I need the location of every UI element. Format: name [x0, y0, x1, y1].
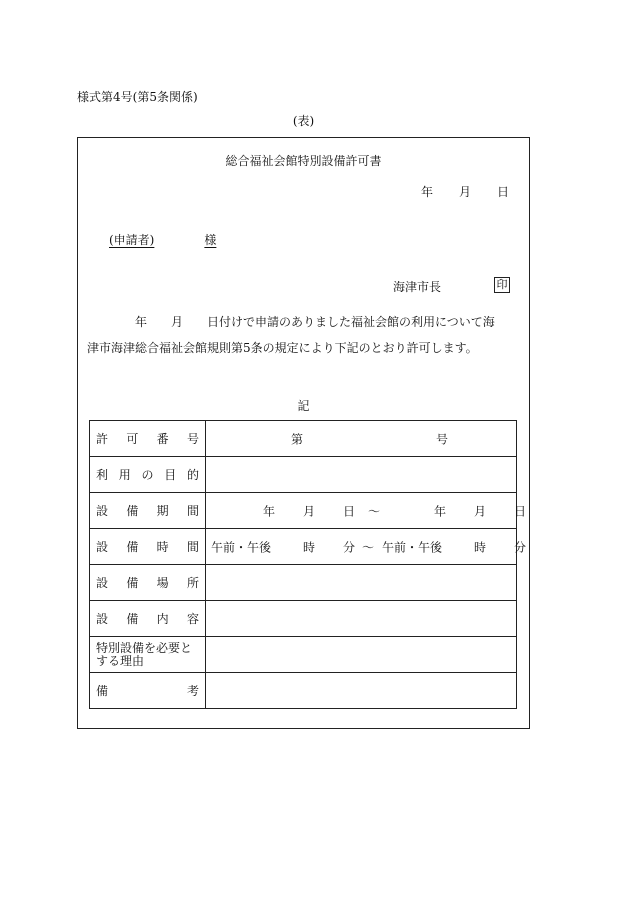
reason-field[interactable]	[206, 637, 517, 673]
label-char: の	[141, 468, 154, 482]
label-char: 設	[96, 540, 109, 554]
label-char: 備	[126, 612, 139, 626]
label-char: 時	[156, 540, 169, 554]
seal-stamp: 印	[494, 277, 510, 293]
body-text-line-1: 年 月 日付けで申請のありました福祉会館の利用について海	[135, 315, 495, 329]
contents-field[interactable]	[206, 601, 517, 637]
time-ampm-start: 午前・午後	[211, 540, 272, 554]
location-field[interactable]	[206, 565, 517, 601]
label-permit-number	[90, 421, 206, 457]
label-char: 期	[156, 504, 169, 518]
time-hour-end: 時	[474, 540, 487, 554]
date-day: 日	[497, 185, 510, 199]
period-field[interactable]	[206, 493, 527, 529]
permit-number-field[interactable]	[206, 421, 517, 457]
label-char: 的	[186, 468, 199, 482]
reason-label-text: 特別設備を必要とする理由	[96, 640, 193, 668]
permit-dai: 第	[291, 432, 304, 446]
table-row	[90, 457, 517, 493]
label-char: 備	[126, 576, 139, 590]
label-char: 用	[118, 468, 131, 482]
period-day-start: 日	[343, 504, 356, 518]
time-minute-end: 分	[514, 540, 527, 554]
issuer: 海津市長	[393, 280, 442, 294]
table-row	[90, 421, 517, 457]
period-tilde: ～	[368, 504, 381, 518]
label-char: 号	[186, 432, 199, 446]
label-contents	[90, 601, 206, 637]
label-char: 番	[156, 432, 169, 446]
label-char: 設	[96, 576, 109, 590]
period-month-end: 月	[474, 504, 487, 518]
label-char: 場	[156, 576, 169, 590]
permit-details-table	[89, 420, 527, 709]
time-field[interactable]	[206, 529, 527, 565]
label-char: 間	[186, 504, 199, 518]
remarks-field[interactable]	[206, 673, 517, 709]
time-tilde: ～	[362, 540, 375, 554]
date-month: 月	[459, 185, 472, 199]
time-ampm-end: 午前・午後	[382, 540, 443, 554]
label-char: 許	[96, 432, 109, 446]
table-row	[90, 637, 517, 673]
time-hour-start: 時	[303, 540, 316, 554]
permit-go: 号	[436, 432, 449, 446]
period-year-start: 年	[263, 504, 276, 518]
label-char: 可	[126, 432, 139, 446]
label-reason	[90, 637, 206, 673]
label-period	[90, 493, 206, 529]
table-row	[90, 565, 517, 601]
label-char: 所	[186, 576, 199, 590]
honorific: 様	[204, 233, 217, 247]
applicant-line	[109, 231, 216, 248]
table-row	[90, 673, 517, 709]
ki-heading: 記	[297, 399, 310, 413]
applicant-label: (申請者)	[109, 233, 155, 247]
label-char: 考	[186, 684, 199, 698]
label-time	[90, 529, 206, 565]
purpose-field[interactable]	[206, 457, 517, 493]
label-char: 設	[96, 504, 109, 518]
form-number: 様式第4号(第5条関係)	[77, 90, 198, 104]
label-char: 設	[96, 612, 109, 626]
label-char: 備	[126, 504, 139, 518]
label-char: 備	[96, 684, 109, 698]
table-row	[90, 493, 517, 529]
label-char: 目	[164, 468, 177, 482]
label-char: 間	[186, 540, 199, 554]
date-year: 年	[421, 185, 434, 199]
label-char: 利	[96, 468, 109, 482]
front-side-label: (表)	[292, 114, 315, 128]
label-location	[90, 565, 206, 601]
period-month-start: 月	[303, 504, 316, 518]
body-text-line-2: 津市海津総合福祉会館規則第5条の規定により下記のとおり許可します。	[87, 341, 478, 355]
table-row	[90, 601, 517, 637]
label-remarks	[90, 673, 206, 709]
label-char: 備	[126, 540, 139, 554]
period-day-end: 日	[514, 504, 527, 518]
label-char: 内	[156, 612, 169, 626]
label-purpose	[90, 457, 206, 493]
period-year-end: 年	[434, 504, 447, 518]
document-title: 総合福祉会館特別設備許可書	[225, 154, 382, 168]
time-minute-start: 分	[343, 540, 356, 554]
table-row	[90, 529, 517, 565]
label-char: 容	[186, 612, 199, 626]
